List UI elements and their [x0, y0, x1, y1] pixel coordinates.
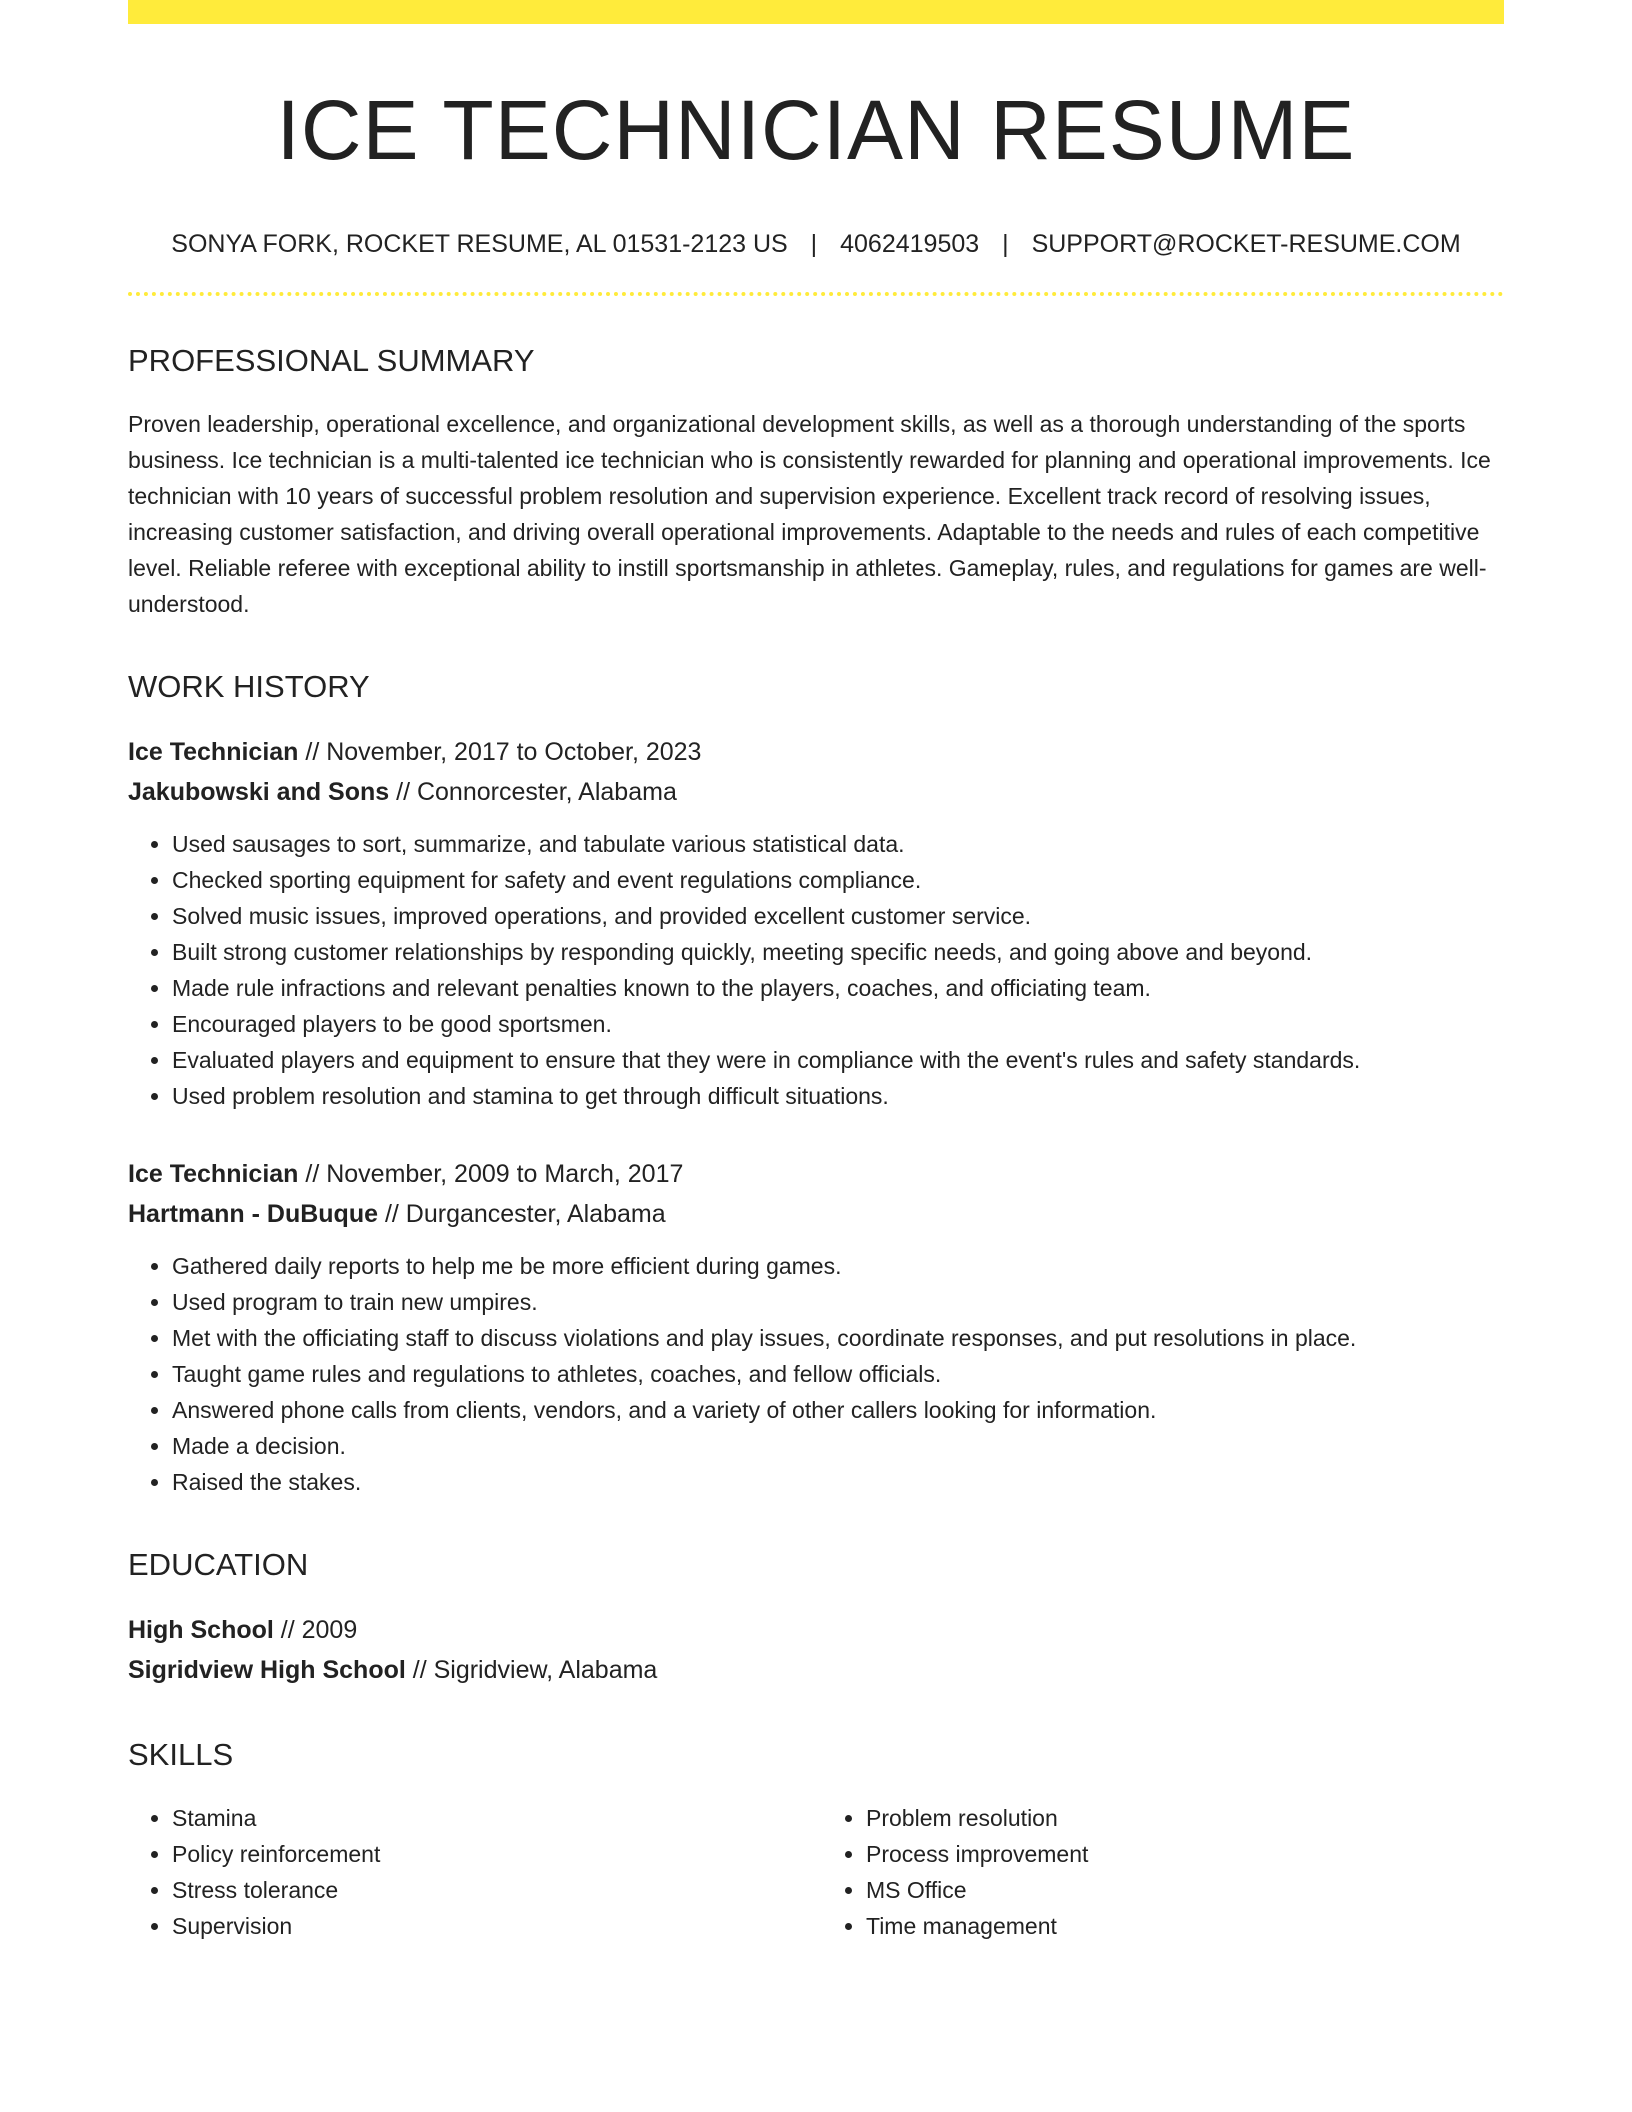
education-year: // 2009: [273, 1616, 358, 1644]
education-location: // Sigridview, Alabama: [405, 1656, 658, 1684]
list-item: • Solved music issues, improved operations, and provided excellent customer service.: [172, 898, 1504, 934]
resume-title: ICE TECHNICIAN RESUME: [276, 83, 1356, 177]
list-item: • Used sausages to sort, summarize, and tabulate various statistical data.: [172, 826, 1504, 862]
list-item: • Used problem resolution and stamina to get through difficult situations.: [172, 1078, 1504, 1114]
job-company: Jakubowski and Sons: [128, 778, 390, 806]
contact-phone: 4062419503: [840, 230, 980, 258]
skill-item: • Time management: [866, 1908, 1504, 1944]
contact-line: [128, 228, 1504, 260]
job-entry: [128, 732, 1504, 1114]
education-entry: [128, 1610, 1504, 1690]
work-history-heading: WORK HISTORY: [128, 669, 370, 704]
job-dates: // November, 2009 to March, 2017: [298, 1160, 684, 1188]
job-bullets: [128, 1248, 1504, 1500]
skill-item: • Problem resolution: [866, 1800, 1504, 1836]
skill-item: • Supervision: [172, 1908, 816, 1944]
list-item: • Evaluated players and equipment to ensure that they were in compliance with the event's rules and safety standards.: [172, 1042, 1504, 1078]
list-item: • Met with the officiating staff to discuss violations and play issues, coordinate responses, and put resolutions in place.: [172, 1320, 1504, 1356]
skill-item: • Policy reinforcement: [172, 1836, 816, 1872]
accent-top-bar: [128, 0, 1504, 24]
job-company-line: [128, 1194, 1504, 1234]
job-location: // Durgancester, Alabama: [378, 1200, 666, 1228]
job-title-line: [128, 732, 1504, 772]
education-degree: High School: [128, 1616, 274, 1644]
skills-heading: SKILLS: [128, 1737, 234, 1772]
job-title: Ice Technician: [128, 738, 299, 766]
job-title-line: [128, 1154, 1504, 1194]
skill-item: • Process improvement: [866, 1836, 1504, 1872]
contact-separator: |: [1002, 230, 1009, 258]
skill-item: • MS Office: [866, 1872, 1504, 1908]
job-company: Hartmann - DuBuque: [128, 1200, 378, 1228]
summary-text: Proven leadership, operational excellence, and organizational development skills, as well as a thorough understanding of the sports business. Ice technician is a multi-talented ice technician who is consistently rewarded for planning and operational improvements. Ice technician with 10 years of successful problem resolution and supervision experience. Excellent track record of resolving issues, increasing customer satisfaction, and driving overall operational improvements. Adaptable to the needs and rules of each competitive level. Reliable referee with exceptional ability to instill sportsmanship in athletes. Gameplay, rules, and regulations for games are well-understood.: [128, 411, 1491, 617]
list-item: • Answered phone calls from clients, vendors, and a variety of other callers looking for information.: [172, 1392, 1504, 1428]
education-school-line: [128, 1650, 1504, 1690]
contact-separator: |: [810, 230, 818, 258]
list-item: • Taught game rules and regulations to athletes, coaches, and fellow officials.: [172, 1356, 1504, 1392]
education-degree-line: [128, 1610, 1504, 1650]
list-item: • Built strong customer relationships by responding quickly, meeting specific needs, and going above and beyond.: [172, 934, 1504, 970]
list-item: • Gathered daily reports to help me be more efficient during games.: [172, 1248, 1504, 1284]
contact-email: SUPPORT@ROCKET-RESUME.COM: [1031, 230, 1461, 258]
contact-address: SONYA FORK, ROCKET RESUME, AL 01531-2123 US: [171, 230, 788, 258]
skill-item: • Stamina: [172, 1800, 816, 1836]
job-location: // Connorcester, Alabama: [389, 778, 677, 806]
list-item: • Raised the stakes.: [172, 1464, 1504, 1500]
education-heading: EDUCATION: [128, 1547, 309, 1582]
list-item: • Encouraged players to be good sportsmen.: [172, 1006, 1504, 1042]
list-item: • Made a decision.: [172, 1428, 1504, 1464]
resume-page: [128, 0, 1504, 1944]
skills-list: [128, 1800, 1504, 1944]
skills-column-left: [128, 1800, 816, 1944]
list-item: • Used program to train new umpires.: [172, 1284, 1504, 1320]
job-dates: // November, 2017 to October, 2023: [298, 738, 702, 766]
job-company-line: [128, 772, 1504, 812]
list-item: • Checked sporting equipment for safety and event regulations compliance.: [172, 862, 1504, 898]
job-title: Ice Technician: [128, 1160, 299, 1188]
skill-item: • Stress tolerance: [172, 1872, 816, 1908]
job-bullets: [128, 826, 1504, 1114]
summary-heading: PROFESSIONAL SUMMARY: [128, 343, 535, 378]
skills-column-right: [816, 1800, 1504, 1944]
list-item: • Made rule infractions and relevant penalties known to the players, coaches, and officiating team.: [172, 970, 1504, 1006]
job-entry: [128, 1154, 1504, 1500]
dotted-divider: [128, 292, 1504, 296]
education-school: Sigridview High School: [128, 1656, 406, 1684]
